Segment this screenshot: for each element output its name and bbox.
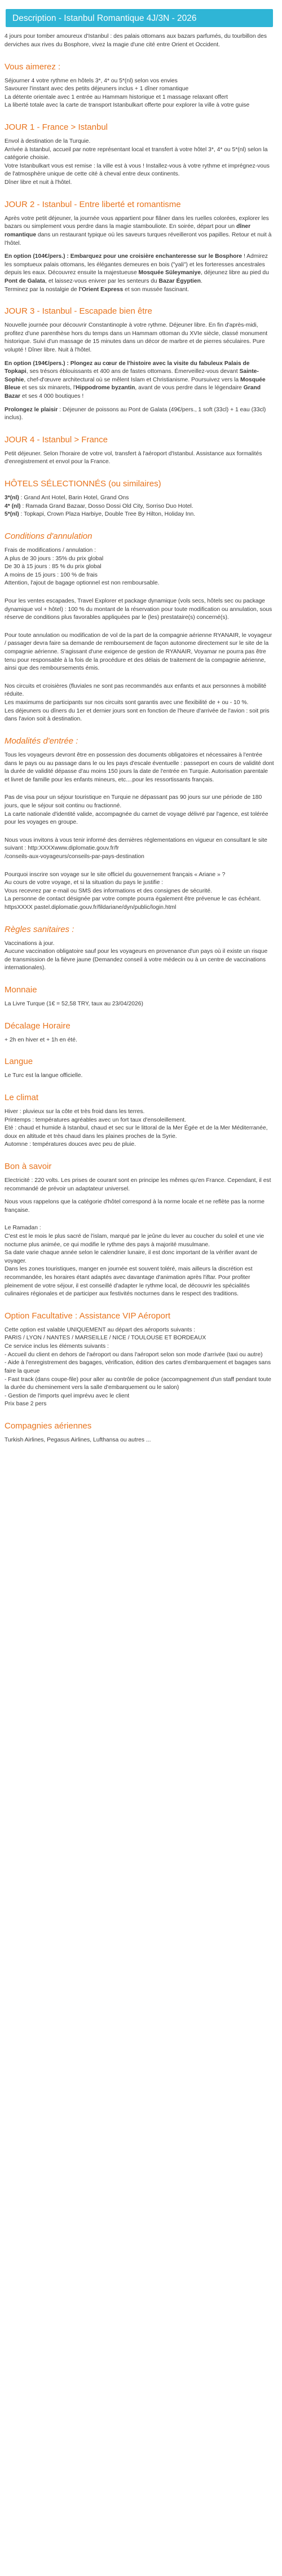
text-run-bold: Grand Bazar — [5, 385, 261, 400]
paragraph-line: Hiver : pluvieux sur la côte et très froid dans les terres. — [5, 1108, 145, 1115]
text-run-bold: Palais de Topkapi — [5, 360, 250, 375]
paragraph-line: Au cours de votre voyage, et si la situation du pays le justifie : — [5, 880, 164, 886]
decalage-text: + 2h en hiver et + 1h en été. — [5, 1036, 77, 1043]
hotels-list — [5, 494, 274, 519]
section-heading-hotels: HÔTELS SÉLECTIONNÉS (ou similaires) — [5, 479, 161, 489]
text-run: , avant de vous perdre dans le légendaire — [135, 385, 244, 392]
climat-text — [5, 1108, 274, 1149]
compagnies-text: Turkish Airlines, Pegasus Airlines, Lufthansa ou autres ... — [5, 1436, 151, 1443]
paragraph-line: PARIS / LYON / NANTES / MARSEILLE / NICE / TOULOUSE ET BORDEAUX — [5, 1335, 206, 1342]
formalites-paragraph: La carte nationale d'identité valide, accompagnée du carnet de voyage délivré par l'agence, est tolérée pour les voyages en groupe. — [5, 811, 268, 826]
section-heading-sanitaires: Règles sanitaires : — [5, 924, 74, 934]
paragraph-line: Prix base 2 pers — [5, 1401, 47, 1408]
text-run-bold: Prolongez le plaisir — [5, 406, 58, 413]
text-run-bold: dîner romantique — [5, 223, 251, 238]
paragraph-line: Arrivée à Istanbul, accueil par notre représentant local et transfert à votre hôtel 3*, 4* ou 5*(nl) selon la catégorie choisie. — [5, 146, 268, 161]
hotel-names: : Grand Ant Hotel, Barin Hotel, Grand Ons — [19, 495, 129, 502]
text-run: Après votre petit déjeuner, la journée vous appartient pour flâner dans les ruelles colorées, explorer les bazars ou simplement vous perdre dans la magie stambouliote. En soirée, départ pour un — [5, 215, 269, 230]
jour-3-extra — [5, 406, 274, 423]
paragraph-line: C'est est le mois le plus sacré de l'islam, marqué par le jeûne du lever au coucher du soleil et une vie nocturne plus animée, ce qui modifie le rythme des pays à majorité musulmane. — [5, 1233, 265, 1248]
section-heading-climat: Le climat — [5, 1092, 39, 1102]
section-heading-bon-a-savoir: Bon à savoir — [5, 1161, 52, 1171]
intro-text: 4 jours pour tomber amoureux d'Istanbul : des palais ottomans aux bazars parfumés, du tourbillon des derviches aux rives du Bosphore, vivez la magie d'une cité entre Orient et Occident. — [5, 33, 267, 48]
text-run-bold: Bazar Égyptien — [158, 278, 201, 284]
vous-aimerez-list — [5, 77, 274, 110]
savoir-paragraph: Nous vous rappelons que la catégorie d'hôtel correspond à la norme locale et ne reflète pas la norme française. — [5, 1199, 265, 1214]
option-label: En option (194€/pers.) : Plongez au cœur de l'histoire avec la visite du fabuleux — [5, 360, 224, 367]
section-heading-vous-aimerez: Vous aimerez : — [5, 61, 61, 72]
section-heading-langue: Langue — [5, 1057, 33, 1067]
sanitaires-text — [5, 940, 274, 973]
paragraph-line: - Aide à l'enregistrement des bagages, vérification, édition des cartes d'embarquement et bagages sans faire la queue — [5, 1360, 271, 1374]
paragraph-line: A plus de 30 jours : 35% du prix global — [5, 555, 104, 562]
conditions-paragraph: Pour les ventes escapades, Travel Explorer et package dynamique (vols secs, hôtels sec ou package dynamique vol + hôtel) : 100 % du montant de la réservation pour toute modification ou annulation, sous réserve de conditions plus favorables appliquées par le (les) prestataire(s) concerné(s). — [5, 597, 272, 621]
vip-text — [5, 1326, 274, 1409]
section-heading-monnaie: Monnaie — [5, 985, 37, 995]
paragraph-line: Automne : températures douces avec peu de pluie. — [5, 1141, 136, 1148]
jour-4-text: Petit déjeuner. Selon l'horaire de votre vol, transfert à l'aéroport d'Istanbul. Assistance aux formalités d'enregistrement et envol pour la France. — [5, 450, 262, 465]
paragraph-line: La personne de contact désignée par votre compte pourra également être prévenue le cas échéant. — [5, 896, 261, 903]
conditions-paragraph: Les maximums de participants sur nos circuits sont garantis avec une flexibilité de + ou - 10 %. — [5, 700, 249, 706]
hotel-names: : Ramada Grand Bazaar, Dosso Dossi Old City, Sorriso Duo Hotel. — [20, 503, 193, 509]
section-heading-jour-4: JOUR 4 - Istanbul > France — [5, 434, 108, 445]
paragraph-line: Attention, l'ajout de bagage optionnel est non remboursable. — [5, 580, 160, 587]
text-run: dans un restaurant typique où les saveurs turques réveilleront vos papilles. Retour et nuit à l'hôtel. — [5, 231, 272, 247]
paragraph-line: Vaccinations à jour. — [5, 940, 55, 947]
section-heading-compagnies: Compagnies aériennes — [5, 1421, 92, 1431]
section-heading-decalage: Décalage Horaire — [5, 1021, 70, 1031]
conditions-paragraph: Nos circuits et croisières (fluviales ne sont pas recommandés aux enfants et aux personnes à mobilité réduite. — [5, 683, 267, 698]
paragraph-line: Printemps : températures agréables avec un fort taux d'ensoleillement. — [5, 1116, 186, 1123]
hotel-category: 5*(nl) — [5, 511, 19, 518]
text-run: , et laissez-vous enivrer par les senteurs du — [45, 278, 159, 284]
conditions-fees — [5, 547, 274, 588]
conditions-paragraph: Les déjeuners ou dîners du 1er et dernier jours sont en fonction de l'heure d'arrivée de l'avion : soit pris dans l'avion soit à destination. — [5, 707, 270, 723]
list-item: La liberté totale avec la carte de transport Istanbulkart offerte pour explorer la ville à votre guise — [5, 102, 250, 109]
paragraph-line: Votre Istanbulkart vous est remise : la ville est à vous ! Installez-vous à votre rythme et imprégnez-vous de l'atmosphère unique de cette cité à cheval entre deux continents. — [5, 162, 270, 178]
list-item: Savourer l'instant avec des petits déjeuners inclus + 1 dîner romantique — [5, 86, 189, 93]
formalites-links — [5, 837, 274, 861]
text-run: Terminez par la nostalgie de — [5, 286, 79, 293]
hotel-category: 3*(nl) — [5, 495, 19, 502]
paragraph-line: httpsXXXX pastel.diplomatie.gouv.fr/fildariane/dyn/public/login.html — [5, 904, 177, 911]
formalites-paragraph: Pas de visa pour un séjour touristique en Turquie ne dépassant pas 90 jours sur une période de 180 jours, que le séjour soit continu ou fractionné. — [5, 794, 262, 809]
section-heading-formalites: Modalités d'entrée : — [5, 736, 78, 746]
option-label: En option (104€/pers.) : Embarquez pour une — [5, 253, 130, 260]
paragraph-line: Pourquoi inscrire son voyage sur le site officiel du gouvernement français « Ariane » ? — [5, 871, 226, 878]
text-run: , déjeunez libre au pied du — [201, 270, 269, 276]
formalites-paragraph: Tous les voyageurs devront être en possession des documents obligatoires et nécessaires à l'entrée dans le pays ou au passage dans le ou les pays d'escale éventuelle : passeport en cours de validité dont la durée de validité dépasse d'au moins 150 jours la date de l'entrée en Turquie. Autorisation parentale et livret de famille pour les enfants mineurs, etc....pour les ressortissants français. — [5, 751, 274, 783]
hotel-category: 4* (nl) — [5, 503, 21, 509]
paragraph-line: - Accueil du client en dehors de l'aéroport ou dans l'aéroport selon son mode d'arrivée (taxi ou autre) — [5, 1351, 263, 1358]
paragraph-line: Ce service inclus les éléments suivants : — [5, 1343, 109, 1350]
jour-1-text — [5, 138, 274, 187]
paragraph-line: - Fast track (dans coupe-file) pour aller au contrôle de police (accompagnement d'un staff pendant toute la durée du cheminement vers la salle d'embarquement ou le salon) — [5, 1376, 271, 1391]
list-item: La détente orientale avec 1 entrée au Hammam historique et 1 massage relaxant offert — [5, 94, 228, 100]
paragraph-line: Eté : chaud et humide à Istanbul, chaud et sec sur le littoral de la Mer Égée et de la Mer Méditerranée, doux en altitude et très chaud dans les plaines proches de la Syrie. — [5, 1125, 268, 1140]
jour-2-text — [5, 215, 274, 248]
formalites-ariane — [5, 871, 274, 912]
page-title: Description - Istanbul Romantique 4J/3N - 2026 — [6, 9, 273, 27]
section-heading-jour-2: JOUR 2 - Istanbul - Entre liberté et romantisme — [5, 199, 181, 209]
text-run: et ses 4 000 boutiques ! — [20, 393, 84, 400]
text-run-bold: Mosquée Bleue — [5, 376, 266, 392]
paragraph-line: /conseils-aux-voyageurs/conseils-par-pays-destination — [5, 853, 144, 860]
text-run: et son mussée fascinant. — [123, 286, 189, 293]
text-run-bold: Hippodrome byzantin — [76, 385, 135, 392]
paragraph-line: De 30 à 15 jours : 85 % du prix global — [5, 564, 102, 570]
jour-2-option — [5, 253, 274, 294]
conditions-paragraph: Pour toute annulation ou modification de vol de la part de la compagnie aérienne RYANAIR, le voyageur / passager devra faire sa demande de remboursement de façon autonome directement sur le site de la compagnie aérienne. S'agissant d'une exigence de gestion de RYANAIR, Voyamar ne pourra pas être tenu pour responsable à la fois de la procédure et des délais de traitement de la compagnie aérienne, ainsi que des remboursements émis. — [5, 632, 272, 672]
paragraph-line: Cette option est valable UNIQUEMENT au départ des aéroports suivants : — [5, 1326, 196, 1333]
text-run: , ses trésors éblouissants et 400 ans de fastes ottomans. Émerveillez-vous devant — [26, 368, 240, 375]
paragraph-line: Aucune vaccination obligatoire sauf pour les voyageurs en provenance d'un pays où il existe un risque de transmission de la fièvre jaune (Demandez conseil à votre médecin ou à un centre de vaccinations internationales). — [5, 948, 268, 972]
text-run: . — [200, 278, 202, 284]
section-heading-jour-1: JOUR 1 - France > Istanbul — [5, 122, 108, 133]
jour-3-option — [5, 360, 274, 401]
paragraph-line: Dans les zones touristiques, manger en journée est souvent toléré, mais ailleurs la discrétion est recommandée, les horaires étant adaptés avec davantage d'animation après l'iftar. Pour profiter pleinement de votre séjour, il est conseillé d'adapter le rythme local, de découvrir les spécialités culinaires régionales et de participer aux festivités nocturnes dans le respect des traditions. — [5, 1266, 253, 1298]
paragraph-line: Dîner libre et nuit à l'hôtel. — [5, 179, 72, 186]
text-run-bold: l'Orient Express — [78, 286, 124, 293]
paragraph-line: Nous vous invitons à vous tenir informé des dernières réglementations en vigueur en consultant le site suivant : http:XXXXwww.diplomatie.gouv.fr/fr — [5, 837, 267, 852]
monnaie-text: La Livre Turque (1€ = 52,58 TRY, taux au 23/04/2026) — [5, 1001, 143, 1008]
langue-text: Le Turc est la langue officielle. — [5, 1072, 83, 1079]
text-run-bold: Sainte-Sophie — [5, 368, 259, 383]
text-run: : Déjeuner de poissons au Pont de Galata (49€/pers., 1 soft (33cl) + 1 eau (33cl) inclus). — [5, 406, 266, 421]
text-run-bold: Pont de Galata — [5, 278, 46, 284]
text-run: et ses six minarets, l' — [20, 385, 76, 392]
paragraph-line: Envol à destination de la Turquie. — [5, 138, 91, 145]
text-run: ! Admirez les somptueux palais ottomans, les élégantes demeures en bois ("yali") et les forteresses ancestrales depuis les eaux. Découvrez ensuite la majestueuse — [5, 253, 268, 276]
hotel-names: : Topkapi, Crown Plaza Harbiye, Double Tree By Hilton, Holiday Inn. — [19, 511, 196, 518]
paragraph-line: Sa date varie chaque année selon le calendrier lunaire, il est donc important de la vérifier avant de voyager. — [5, 1250, 258, 1264]
section-heading-jour-3: JOUR 3 - Istanbul - Escapade bien être — [5, 306, 152, 316]
paragraph-line: A moins de 15 jours : 100 % de frais — [5, 572, 98, 578]
section-heading-vip: Option Facultative : Assistance VIP Aéroport — [5, 1311, 171, 1321]
jour-3-text: Nouvelle journée pour découvrir Constantinople à votre rythme. Déjeuner libre. En fin d'après-midi, profitez d'une parenthèse hors du temps dans un Hammam ottoman du XVIe siècle, classé monument historique. Suivi d'un massage de 15 minutes dans un décor de marbre et de pierres séculaires. Pure volupté ! Dîner libre. Nuit à l'hôtel. — [5, 322, 268, 353]
section-heading-conditions: Conditions d'annulation — [5, 531, 92, 541]
list-item: Séjourner 4 votre rythme en hôtels 3*, 4* ou 5*(nl) selon vos envies — [5, 77, 178, 84]
text-run-bold: Mosquée Süleymaniye — [138, 270, 201, 276]
paragraph-line: Le Ramadan : — [5, 1225, 41, 1232]
paragraph-line: - Gestion de l'imports quel imprévu avec le client — [5, 1392, 130, 1399]
paragraph-line: Frais de modifications / annulation : — [5, 547, 96, 553]
paragraph-line: Vous recevrez par e-mail ou SMS des informations et des consignes de sécurité. — [5, 887, 213, 894]
text-run: , chef-d'œuvre architectural où se mêlent Islam et Christianisme. Poursuivez vers la — [24, 376, 240, 383]
savoir-paragraph: Electricité : 220 volts. Les prises de courant sont en principe les mêmes qu'en France. Cependant, il est recommandé de prévoir un adaptateur universel. — [5, 1177, 271, 1192]
savoir-ramadan — [5, 1224, 274, 1298]
text-run-bold: croisière enchanteresse sur le Bosphore — [129, 253, 243, 260]
